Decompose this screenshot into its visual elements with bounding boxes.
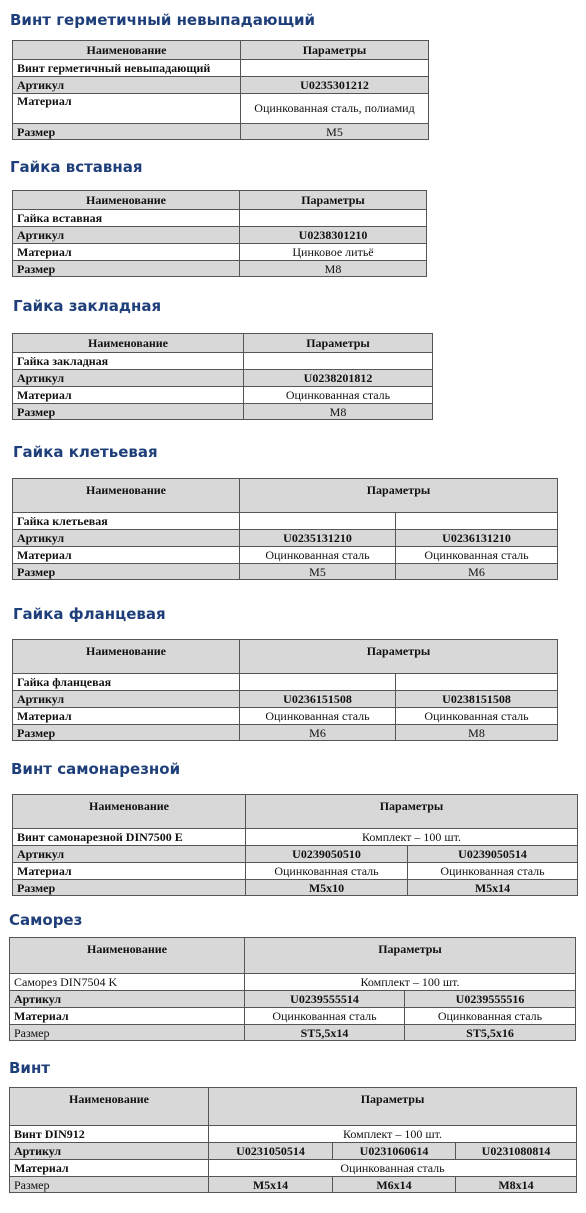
- row-label: Материал: [10, 1008, 245, 1025]
- table-row: [13, 370, 433, 387]
- table-row: [13, 387, 433, 404]
- table-row: [13, 863, 578, 880]
- row-label: Гайка фланцевая: [13, 674, 240, 691]
- row-value: Комплект – 100 шт.: [245, 974, 576, 991]
- table-row: [13, 725, 558, 741]
- header-params: Параметры: [209, 1088, 577, 1126]
- row-value: Оцинкованная сталь: [246, 863, 408, 880]
- row-label: Материал: [13, 244, 240, 261]
- row-value: ST5,5x14: [245, 1025, 405, 1041]
- row-value: Комплект – 100 шт.: [246, 829, 578, 846]
- row-value: [241, 60, 429, 77]
- row-value: U0236151508: [240, 691, 396, 708]
- table-row: [13, 708, 558, 725]
- spec-table: [12, 40, 429, 140]
- header-name: Наименование: [13, 41, 241, 60]
- row-label: Артикул: [13, 530, 240, 547]
- row-value: M8x14: [456, 1177, 577, 1193]
- row-label: Материал: [13, 94, 241, 124]
- row-value: Оцинкованная сталь: [408, 863, 578, 880]
- header-params: Параметры: [241, 41, 429, 60]
- row-label: Гайка клетьевая: [13, 513, 240, 530]
- table-row: [10, 1160, 577, 1177]
- row-label: Материал: [10, 1160, 209, 1177]
- table-row: [10, 1177, 577, 1193]
- row-value: U0231060614: [333, 1143, 456, 1160]
- row-value: U0235131210: [240, 530, 396, 547]
- header-params: Параметры: [246, 795, 578, 829]
- table-row: [13, 124, 429, 140]
- section-title: Гайка фланцевая: [13, 605, 166, 623]
- header-params: Параметры: [240, 640, 558, 674]
- row-value: [240, 674, 396, 691]
- table-row: [10, 1126, 577, 1143]
- table-row: [13, 60, 429, 77]
- row-value: U0238301210: [240, 227, 427, 244]
- row-value: U0231080814: [456, 1143, 577, 1160]
- table-row: [13, 261, 427, 277]
- row-value: M5x14: [408, 880, 578, 896]
- row-label: Саморез DIN7504 K: [10, 974, 245, 991]
- row-value: U0238201812: [244, 370, 433, 387]
- row-label: Винт самонарезной DIN7500 E: [13, 829, 246, 846]
- spec-table: [9, 937, 576, 1041]
- row-value: [396, 674, 558, 691]
- table-row: [13, 880, 578, 896]
- header-params: Параметры: [240, 479, 558, 513]
- row-label: Артикул: [10, 991, 245, 1008]
- spec-table: [12, 639, 558, 741]
- row-label: Размер: [13, 880, 246, 896]
- table-row: [13, 691, 558, 708]
- table-header-row: [10, 938, 576, 974]
- row-label: Гайка закладная: [13, 353, 244, 370]
- spec-table: [12, 190, 427, 277]
- row-value: M5x14: [209, 1177, 333, 1193]
- row-value: M8: [240, 261, 427, 277]
- row-label: Размер: [10, 1025, 245, 1041]
- row-value: U0235301212: [241, 77, 429, 94]
- row-label: Материал: [13, 863, 246, 880]
- row-value: M8: [396, 725, 558, 741]
- header-params: Параметры: [244, 334, 433, 353]
- table-row: [13, 77, 429, 94]
- row-value: M5: [240, 564, 396, 580]
- row-value: [244, 353, 433, 370]
- table-row: [13, 94, 429, 124]
- row-value: [240, 210, 427, 227]
- header-name: Наименование: [13, 479, 240, 513]
- row-label: Винт DIN912: [10, 1126, 209, 1143]
- row-label: Артикул: [13, 370, 244, 387]
- row-label: Размер: [13, 124, 241, 140]
- row-value: U0239555516: [405, 991, 576, 1008]
- row-label: Гайка вставная: [13, 210, 240, 227]
- table-row: [13, 227, 427, 244]
- row-label: Размер: [10, 1177, 209, 1193]
- row-value: U0239050510: [246, 846, 408, 863]
- row-label: Материал: [13, 547, 240, 564]
- row-value: ST5,5x16: [405, 1025, 576, 1041]
- section-title: Винт: [9, 1059, 51, 1077]
- section-title: Саморез: [9, 911, 83, 929]
- row-value: Оцинкованная сталь: [396, 708, 558, 725]
- row-value: Оцинкованная сталь: [405, 1008, 576, 1025]
- header-name: Наименование: [13, 334, 244, 353]
- row-value: Оцинкованная сталь: [245, 1008, 405, 1025]
- table-row: [10, 1025, 576, 1041]
- row-value: [396, 513, 558, 530]
- row-value: M5x10: [246, 880, 408, 896]
- row-value: [240, 513, 396, 530]
- spec-table: [12, 333, 433, 420]
- row-value: Оцинкованная сталь: [240, 708, 396, 725]
- row-value: Оцинкованная сталь: [209, 1160, 577, 1177]
- section-title: Винт герметичный невыпадающий: [10, 11, 316, 29]
- table-row: [10, 1143, 577, 1160]
- row-label: Материал: [13, 708, 240, 725]
- row-value: Оцинкованная сталь, полиамид: [241, 94, 429, 124]
- row-value: Цинковое литьё: [240, 244, 427, 261]
- table-row: [10, 991, 576, 1008]
- table-row: [13, 513, 558, 530]
- row-label: Размер: [13, 725, 240, 741]
- row-value: M8: [244, 404, 433, 420]
- table-row: [10, 1008, 576, 1025]
- row-label: Размер: [13, 404, 244, 420]
- header-name: Наименование: [10, 938, 245, 974]
- row-value: Оцинкованная сталь: [240, 547, 396, 564]
- spec-table: [9, 1087, 577, 1193]
- table-header-row: [13, 191, 427, 210]
- row-value: M6: [240, 725, 396, 741]
- table-row: [13, 404, 433, 420]
- header-params: Параметры: [240, 191, 427, 210]
- table-row: [13, 829, 578, 846]
- table-row: [13, 530, 558, 547]
- row-label: Размер: [13, 564, 240, 580]
- row-value: M6: [396, 564, 558, 580]
- row-label: Материал: [13, 387, 244, 404]
- row-value: Оцинкованная сталь: [244, 387, 433, 404]
- header-name: Наименование: [13, 191, 240, 210]
- table-row: [10, 974, 576, 991]
- row-label: Артикул: [13, 691, 240, 708]
- spec-table: [12, 478, 558, 580]
- row-value: U0231050514: [209, 1143, 333, 1160]
- row-label: Винт герметичный невыпадающий: [13, 60, 241, 77]
- section-title: Винт самонарезной: [11, 760, 181, 778]
- table-header-row: [10, 1088, 577, 1126]
- table-header-row: [13, 640, 558, 674]
- table-row: [13, 210, 427, 227]
- row-label: Размер: [13, 261, 240, 277]
- row-label: Артикул: [13, 77, 241, 94]
- header-name: Наименование: [10, 1088, 209, 1126]
- row-label: Артикул: [13, 227, 240, 244]
- row-label: Артикул: [10, 1143, 209, 1160]
- row-value: M5: [241, 124, 429, 140]
- spec-table: [12, 794, 578, 896]
- section-title: Гайка закладная: [13, 297, 162, 315]
- header-name: Наименование: [13, 640, 240, 674]
- table-header-row: [13, 479, 558, 513]
- table-row: [13, 547, 558, 564]
- table-header-row: [13, 334, 433, 353]
- row-value: Оцинкованная сталь: [396, 547, 558, 564]
- table-row: [13, 564, 558, 580]
- row-value: U0239555514: [245, 991, 405, 1008]
- table-header-row: [13, 41, 429, 60]
- table-row: [13, 244, 427, 261]
- table-header-row: [13, 795, 578, 829]
- table-row: [13, 353, 433, 370]
- header-name: Наименование: [13, 795, 246, 829]
- section-title: Гайка клетьевая: [13, 443, 158, 461]
- row-value: Комплект – 100 шт.: [209, 1126, 577, 1143]
- row-value: U0239050514: [408, 846, 578, 863]
- row-value: M6x14: [333, 1177, 456, 1193]
- row-value: U0238151508: [396, 691, 558, 708]
- header-params: Параметры: [245, 938, 576, 974]
- row-label: Артикул: [13, 846, 246, 863]
- table-row: [13, 846, 578, 863]
- section-title: Гайка вставная: [10, 158, 143, 176]
- table-row: [13, 674, 558, 691]
- row-value: U0236131210: [396, 530, 558, 547]
